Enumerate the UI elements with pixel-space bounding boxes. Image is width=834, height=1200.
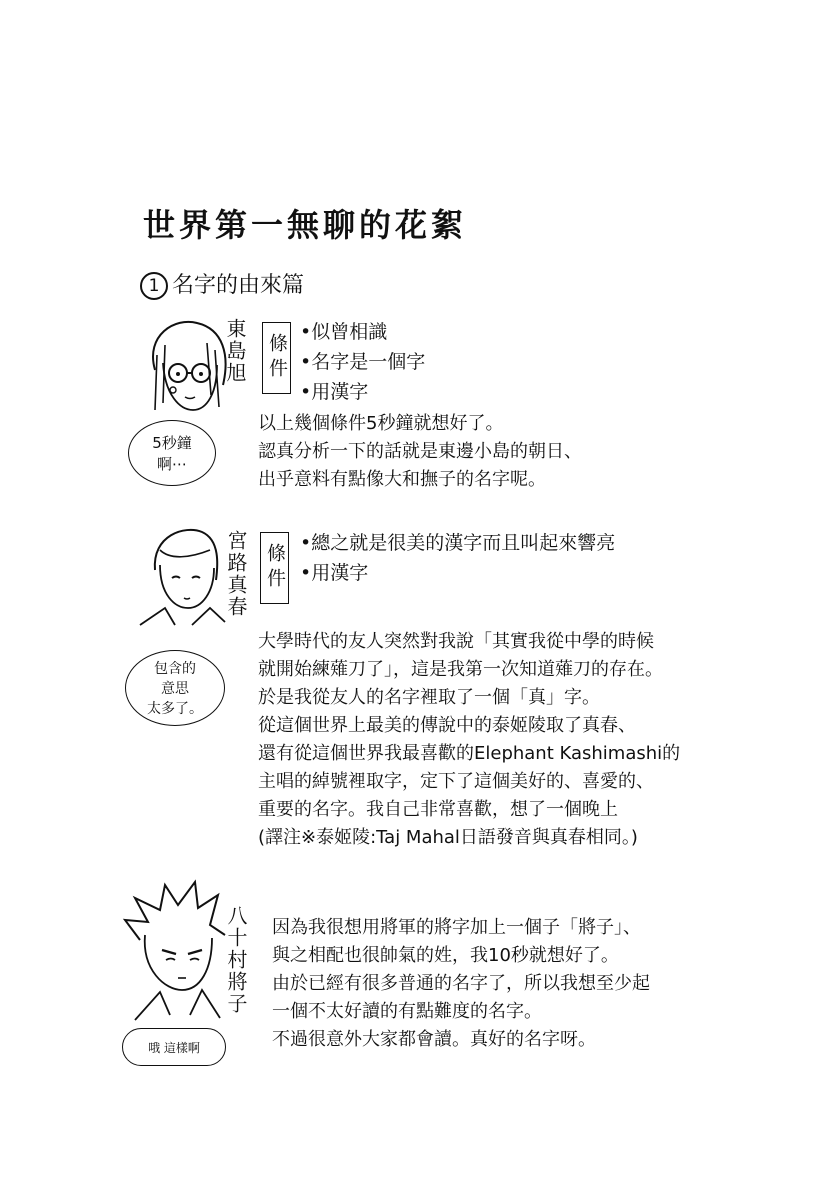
paragraph-line: 就開始練薙刀了」，這是我第一次知道薙刀的存在。 xyxy=(258,659,663,680)
condition-item: •用漢字 xyxy=(300,381,369,403)
paragraph-line: 因為我很想用將軍的將字加上一個子「將子」、 xyxy=(272,917,641,938)
condition-item: •總之就是很美的漢字而且叫起來響亮 xyxy=(300,532,616,554)
bubble-line: 包含的 xyxy=(154,661,196,677)
character-3-portrait xyxy=(120,880,230,1020)
character-2-conditions xyxy=(300,528,615,588)
paragraph-line: 主唱的綽號裡取字，定下了這個美好的、喜愛的、 xyxy=(258,771,654,792)
paragraph-line: 認真分析一下的話就是東邊小島的朝日、 xyxy=(258,441,582,462)
character-2-description xyxy=(258,628,680,852)
paragraph-line: 從這個世界上最美的傳說中的泰姬陵取了真春、 xyxy=(258,715,636,736)
paragraph-line: (譯注※泰姬陵:Taj Mahal日語發音與真春相同。) xyxy=(258,827,638,848)
paragraph-line: 以上幾個條件5秒鐘就想好了。 xyxy=(258,413,504,434)
section-title: 名字的由來篇 xyxy=(172,273,305,298)
character-1-description xyxy=(258,410,582,494)
bubble-line: 太多了。 xyxy=(147,701,203,717)
character-1-conditions-label: 條件 xyxy=(262,322,291,394)
condition-item: •用漢字 xyxy=(300,562,369,584)
character-3-name: 八十村將子 xyxy=(224,905,248,1015)
character-1-portrait xyxy=(135,315,235,420)
bubble-line: 意思 xyxy=(161,681,189,697)
bubble-line: 5秒鐘 xyxy=(152,434,192,452)
page-title: 世界第一無聊的花絮 xyxy=(143,206,468,244)
paragraph-line: 還有從這個世界我最喜歡的Elephant Kashimashi的 xyxy=(258,743,681,764)
character-2-portrait xyxy=(130,520,230,630)
paragraph-line: 不過很意外大家都會讀。真好的名字呀。 xyxy=(272,1029,596,1050)
condition-item: •名字是一個字 xyxy=(300,351,426,373)
character-1-name: 東島旭 xyxy=(223,318,247,384)
character-1-conditions xyxy=(300,317,425,407)
paragraph-line: 與之相配也很帥氣的姓，我10秒就想好了。 xyxy=(272,945,619,966)
paragraph-line: 一個不太好讀的有點難度的名字。 xyxy=(272,1001,542,1022)
bubble-line: 啊⋯ xyxy=(156,455,187,473)
character-3-description xyxy=(272,914,650,1054)
paragraph-line: 出乎意料有點像大和撫子的名字呢。 xyxy=(258,469,546,490)
bubble-line: 哦 這樣啊 xyxy=(148,1040,200,1055)
character-2-conditions-label: 條件 xyxy=(260,532,289,604)
section-number: 1 xyxy=(140,272,168,300)
character-1-speech-bubble xyxy=(128,420,216,486)
character-2-name: 宮路真春 xyxy=(224,530,248,618)
paragraph-line: 重要的名字。我自己非常喜歡，想了一個晚上 xyxy=(258,799,618,820)
section-heading xyxy=(140,268,304,300)
paragraph-line: 大學時代的友人突然對我說「其實我從中學的時候 xyxy=(258,631,654,652)
character-2-speech-bubble xyxy=(125,650,225,726)
paragraph-line: 由於已經有很多普通的名字了，所以我想至少起 xyxy=(272,973,650,994)
paragraph-line: 於是我從友人的名字裡取了一個「真」字。 xyxy=(258,687,600,708)
character-3-speech-bubble xyxy=(122,1028,226,1066)
condition-item: •似曾相識 xyxy=(300,321,388,343)
